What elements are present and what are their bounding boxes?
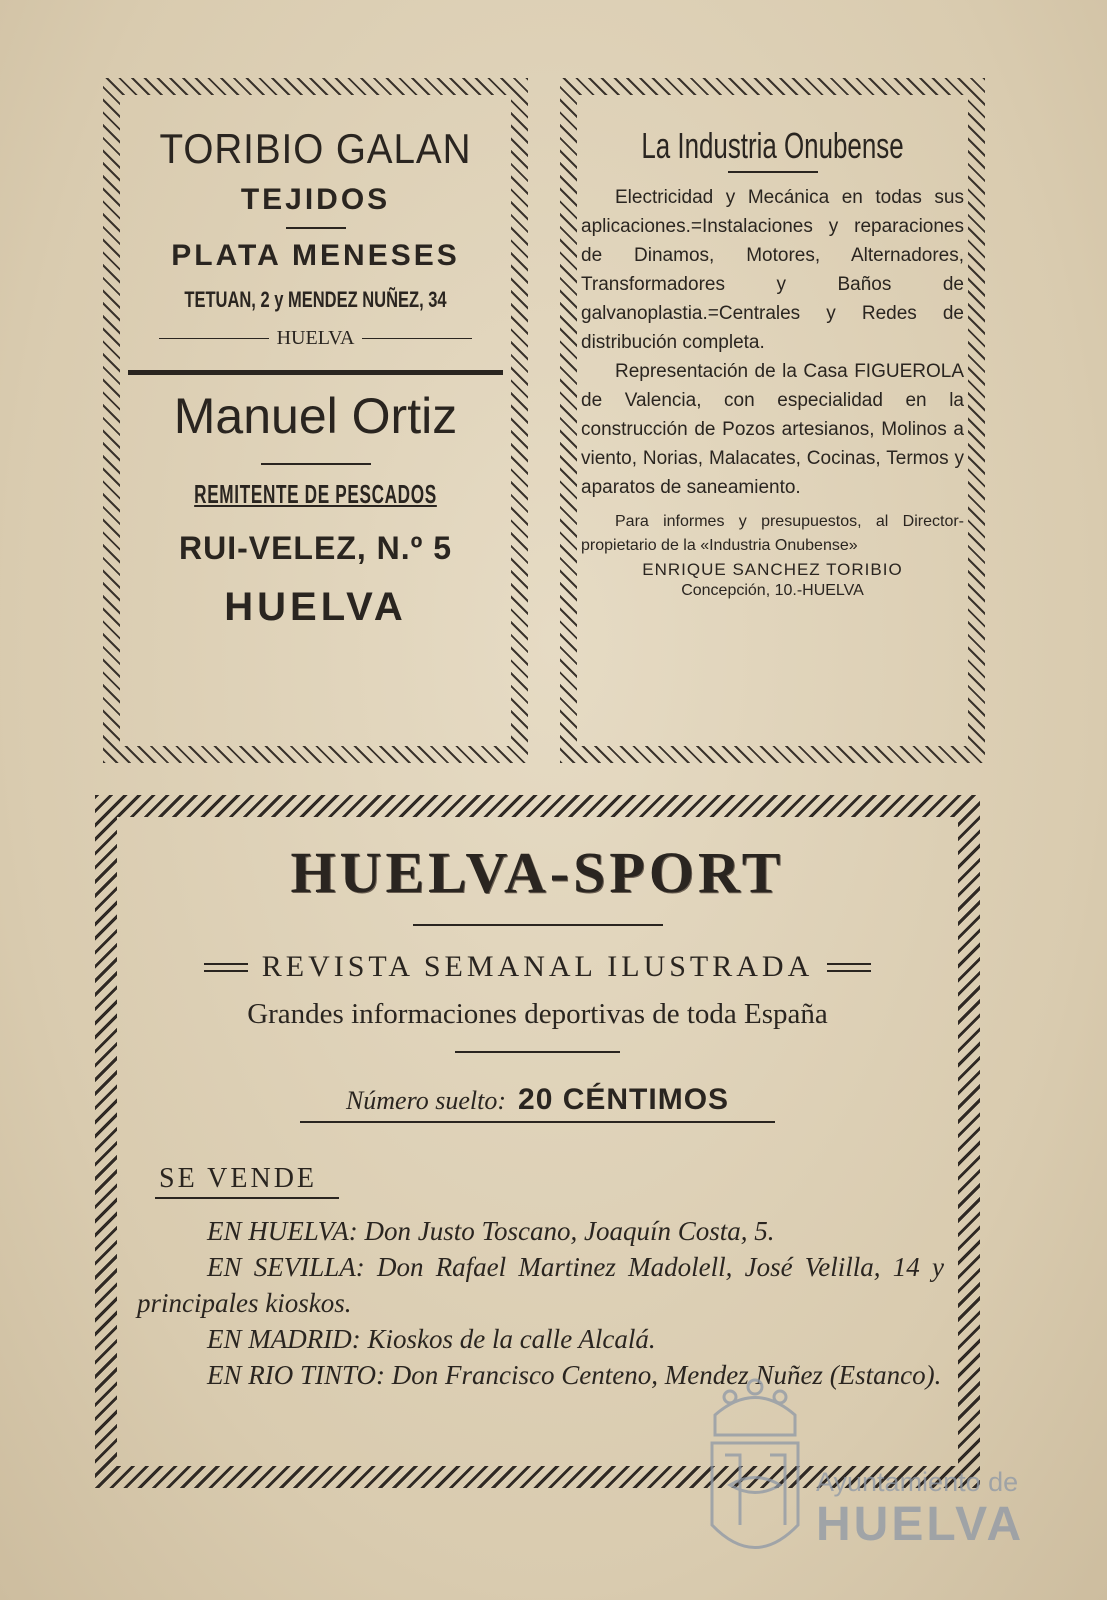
sport-locations (117, 1213, 958, 1393)
sport-price-label: Número suelto: (345, 1086, 507, 1115)
ortiz-remitente: REMITENTE DE PESCADOS (194, 479, 437, 509)
sport-subtitle: REVISTA SEMANAL ILUSTRADA (261, 950, 814, 983)
ortiz-name: Manuel Ortiz (173, 388, 458, 444)
divider (413, 924, 663, 926)
ad-toribio-galan (103, 78, 528, 763)
ad-industria-onubense (560, 78, 985, 763)
sport-title: HUELVA-SPORT (290, 840, 785, 905)
divider (728, 171, 818, 173)
ortiz-city: HUELVA (224, 585, 407, 629)
sport-se-vende: SE VENDE (155, 1163, 339, 1199)
galan-city: HUELVA (276, 327, 355, 349)
onubense-contact-block (577, 510, 968, 558)
onubense-owner: ENRIQUE SANCHEZ TORIBIO (642, 560, 903, 579)
galan-city-row (120, 327, 511, 350)
divider (455, 1051, 620, 1053)
onubense-paragraph: Representación de la Casa FIGUEROLA de Valencia, con especialidad en la construcción de Pozos artesianos, Molinos a viento, Norias, Malacates, Cocinas, Termos y aparatos de saneamiento. (581, 361, 964, 498)
onubense-body (577, 183, 968, 502)
sport-location: EN RIO TINTO: Don Francisco Centeno, Mendez Nuñez (Estanco). (207, 1359, 942, 1390)
double-rule (827, 963, 871, 972)
coat-of-arms-icon (700, 1375, 810, 1575)
onubense-address: Concepción, 10.-HUELVA (681, 582, 864, 599)
double-rule (204, 963, 248, 972)
divider (159, 338, 269, 340)
sport-subtitle-row (117, 950, 958, 984)
sport-location: EN SEVILLA: Don Rafael Martinez Madolell, José Velilla, 14 y principales kioskos. (137, 1251, 944, 1318)
onubense-contact: Para informes y presupuestos, al Director-propietario de la «Industria Onubense» (581, 513, 964, 554)
heavy-divider (128, 370, 503, 375)
divider (362, 338, 472, 340)
sport-price-value: 20 CÉNTIMOS (518, 1083, 730, 1116)
ortiz-address: RUI-VELEZ, N.º 5 (178, 530, 453, 566)
onubense-paragraph: Electricidad y Mecánica en todas sus aplicaciones.=Instalaciones y reparaciones de Dinamos, Motores, Alternadores, Transformadores y Baños de galvanoplastia.=Centrales y Redes de distribución completa. (581, 187, 964, 353)
watermark-line1: Ayuntamiento de (816, 1467, 1019, 1497)
galan-name: TORIBIO GALAN (159, 125, 472, 172)
galan-plata: PLATA MENESES (171, 239, 460, 272)
galan-address: TETUAN, 2 y MENDEZ NUÑEZ, 34 (184, 287, 447, 312)
sport-location: EN HUELVA: Don Justo Toscano, Joaquín Costa, 5. (207, 1215, 775, 1246)
divider (286, 227, 346, 229)
onubense-title: La Industria Onubense (641, 125, 904, 166)
sport-location: EN MADRID: Kioskos de la calle Alcalá. (207, 1323, 656, 1354)
divider (261, 463, 371, 465)
ayuntamiento-watermark (700, 1375, 1025, 1580)
sport-price-row (117, 1083, 958, 1117)
sport-info: Grandes informaciones deportivas de toda España (247, 998, 828, 1030)
watermark-line2: HUELVA (816, 1498, 1025, 1551)
galan-tejidos: TEJIDOS (240, 183, 391, 216)
divider (300, 1121, 775, 1123)
